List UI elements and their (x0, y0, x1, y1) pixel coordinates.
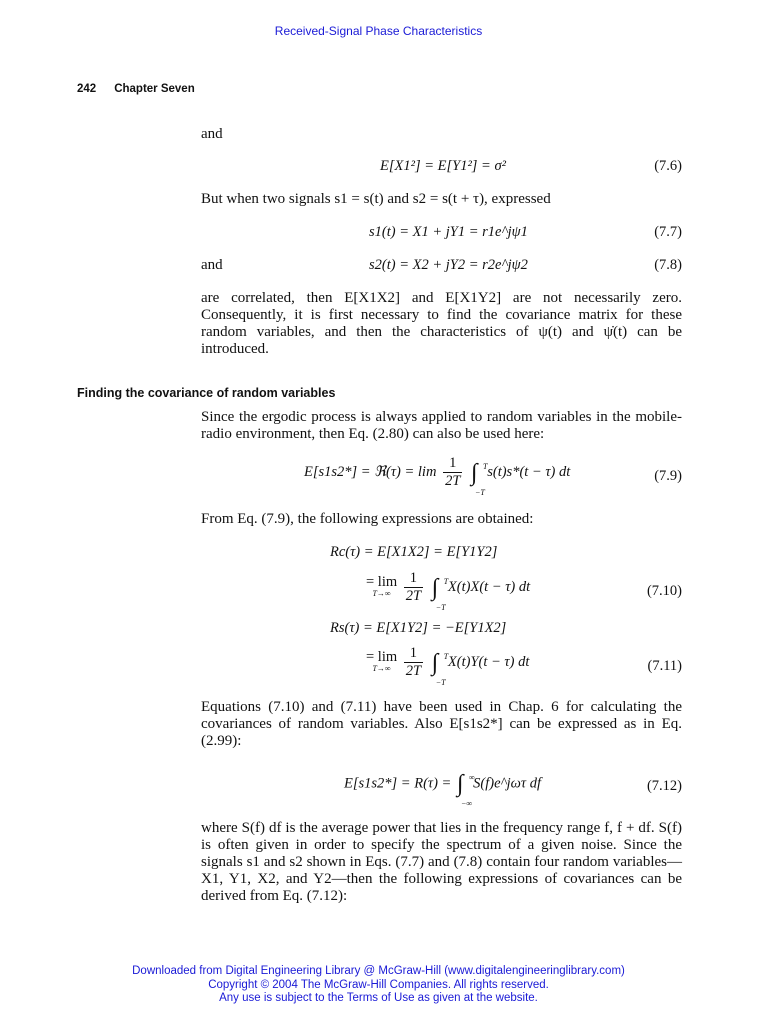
chapter-title: Chapter Seven (114, 83, 195, 95)
equation-7-11 (366, 645, 530, 687)
fraction: $\frac{1}{2T}$ (405, 570, 422, 604)
eq79-lhs: E[s1s2*] = ℜ(τ) = lim (304, 463, 437, 480)
integral-sign: ∫ T −T (431, 649, 449, 687)
equation-7-9 (304, 455, 571, 497)
footer-copyright: Copyright © 2004 The McGraw-Hill Companies. All rights reserved. (208, 978, 549, 991)
integral-sign: ∫ T −T (471, 459, 488, 497)
eq79-rhs: s(t)s*(t − τ) dt (487, 463, 571, 480)
eq-number-7-11: (7.11) (647, 658, 682, 674)
running-title: Received-Signal Phase Characteristics (274, 24, 483, 38)
eq712-lhs: E[s1s2*] = R(τ) = (344, 775, 452, 792)
equation-7-6: E[X1²] = E[Y1²] = σ² (380, 158, 506, 174)
frac-den: 2T (445, 473, 461, 489)
footer-download-link[interactable]: Downloaded from Digital Engineering Library @ McGraw-Hill (www.digitalengineeringlibrary.com) (132, 965, 625, 977)
eq-number-7-7: (7.7) (654, 224, 682, 240)
eq-number-7-9: (7.9) (654, 468, 682, 484)
equation-rc: Rc(τ) = E[X1X2] = E[Y1Y2] (330, 544, 498, 560)
eq-number-7-12: (7.12) (646, 778, 682, 794)
footer-terms-link[interactable]: Any use is subject to the Terms of Use as given at the website. (219, 992, 538, 1004)
equation-7-10 (366, 570, 531, 612)
equation-7-8: s2(t) = X2 + jY2 = r2e^jψ2 (369, 257, 528, 273)
fraction (443, 455, 462, 490)
eq712-rhs: S(f)e^jωτ df (473, 775, 542, 792)
and-text-1: and (201, 126, 223, 142)
integral-sign: ∫ T −T (431, 574, 449, 612)
equation-7-7: s1(t) = X1 + jY1 = r1e^jψ1 (369, 224, 528, 240)
page-header (77, 83, 195, 95)
fraction: $\frac{1}{2T}$ (405, 645, 422, 679)
where-paragraph: where S(f) df is the average power that lies in the frequency range f, f + df. S(f) is often given in order to specify the spectrum of a given noise. Since the signals s1 and s2 shown in Eqs. (7.7) and (7.8) contain four random variables—X1, Y1, X2, and Y2—then the following expressions of covariances can be derived from Eq. (7.12): (201, 820, 682, 904)
eq710-rhs: X(t)X(t − τ) dt (447, 578, 531, 595)
integral-sign: ∫ ∞ −∞ (456, 771, 475, 808)
limit: = lim T→∞ (366, 648, 398, 673)
eq-number-7-6: (7.6) (654, 158, 682, 174)
correlated-paragraph: are correlated, then E[X1X2] and E[X1Y2] are not necessarily zero. Consequently, it is first necessary to find the covariance matrix for these random variables, and then the characteristics of ψ(t) and ψ̇(t) can be introduced. (201, 290, 682, 357)
page-number: 242 (77, 83, 97, 95)
equation-rs: Rs(τ) = E[X1Y2] = −E[Y1X2] (330, 620, 507, 636)
but-when-text: But when two signals s1 = s(t) and s2 = s(t + τ), expressed (201, 191, 551, 207)
and-text-2: and (201, 257, 223, 273)
limit: = lim T→∞ (366, 573, 398, 598)
equations-used-paragraph: Equations (7.10) and (7.11) have been used in Chap. 6 for calculating the covariances of random variables. Also E[s1s2*] can be expressed as in Eq. (2.99): (201, 699, 682, 749)
from-eq-text: From Eq. (7.9), the following expressions are obtained: (201, 511, 534, 527)
frac-num: 1 (443, 455, 462, 473)
section-heading: Finding the covariance of random variables (77, 386, 336, 400)
eq-number-7-10: (7.10) (646, 583, 682, 599)
equation-7-12 (344, 771, 542, 808)
footer (0, 965, 757, 1006)
eq-number-7-8: (7.8) (654, 257, 682, 273)
eq711-rhs: X(t)Y(t − τ) dt (447, 653, 530, 670)
ergodic-paragraph: Since the ergodic process is always applied to random variables in the mobile-radio environment, then Eq. (2.80) can also be used here: (201, 409, 682, 442)
